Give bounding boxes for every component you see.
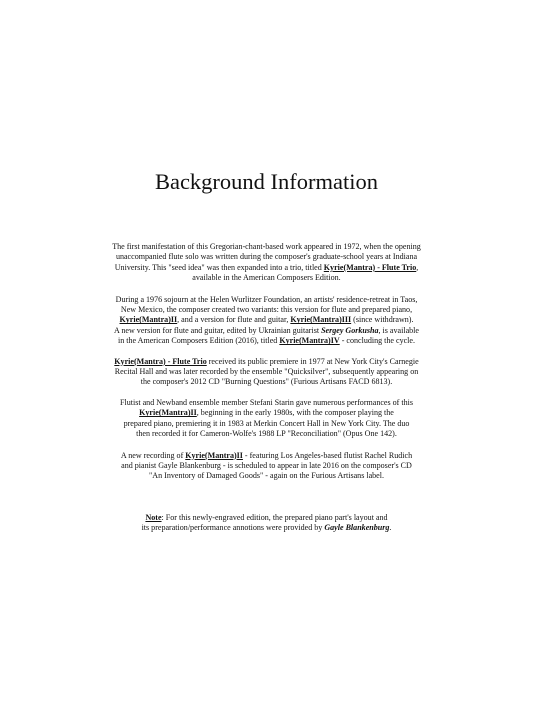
text-run: : For this newly-engraved edition, the prepared piano part's layout and [161,512,388,522]
text-run: A new version for flute and guitar, edited by Ukrainian guitarist [114,325,322,335]
guitarist-name: Sergey Gorkusha [321,325,379,335]
text-line: available in the American Composers Edition. [192,273,341,283]
text-run: its preparation/performance annotions were provided by [141,523,325,533]
text-line: Flutist and Newband ensemble member Stefani Starin gave numerous performances of this [120,397,413,407]
paragraph-premiere [98,357,435,388]
text-run: University. This "seed idea" was then expanded into a trio, titled [114,262,324,272]
text-line: and pianist Gayle Blankenburg - is scheduled to appear in late 2016 on the composer's CD [121,460,412,470]
text-line: New Mexico, the composer created two variants: this version for flute and prepared piano, [120,305,413,315]
text-line: the composer's 2012 CD "Burning Questions" (Furious Artisans FACD 6813). [140,377,393,387]
text-run: . [389,523,392,533]
text-run: - featuring Los Angeles-based flutist Rachel Rudich [242,450,413,460]
work-title-kyrie-ii: Kyrie(Mantra)II [185,450,243,460]
text-line [98,263,435,273]
text-run: , is available [378,325,419,335]
text-line: Recital Hall and was later recorded by the ensemble "Quicksilver", subsequently appearing on [114,367,419,377]
paragraph-variants [98,295,435,347]
text-run: - concluding the cycle. [339,336,415,346]
text-line: unaccompanied flute solo was written during the composer's graduate-school years at Indiana [115,252,418,262]
text-run: in the American Composers Edition (2016), titled [117,336,280,346]
text-run: (since withdrawn). [351,315,414,325]
work-title-kyrie-iv: Kyrie(Mantra)IV [279,336,340,346]
text-run: A new recording of [120,450,186,460]
document-body [98,242,435,545]
text-line: then recorded it for Cameron-Wolfe's 1988 LP "Reconciliation" (Opus One 142). [136,429,397,439]
pianist-name: Gayle Blankenburg [324,523,390,533]
text-line [98,523,435,533]
paragraph-new-recording [98,451,435,482]
text-line [98,315,435,325]
paragraph-performances [98,398,435,440]
text-run: received its public premiere in 1977 at New York City's Carnegie [206,356,419,366]
work-title-kyrie-flute-trio: Kyrie(Mantra) - Flute Trio [114,356,207,366]
page-title: Background Information [154,169,379,194]
text-line [98,451,435,461]
text-line: prepared piano, premiering it in 1983 at Merkin Concert Hall in New York City. The duo [123,418,410,428]
text-line: "An Inventory of Damaged Goods" - again on the Furious Artisans label. [149,471,384,481]
text-line [98,336,435,346]
work-title-kyrie-flute-trio: Kyrie(Mantra) - Flute Trio [323,262,417,272]
work-title-kyrie-ii: Kyrie(Mantra)II [119,315,178,325]
text-run: , beginning in the early 1980s, with the composer playing the [196,408,394,418]
text-line [98,326,435,336]
paragraph-origin [98,242,435,284]
text-run: , [416,262,419,272]
paragraph-note [98,513,435,534]
text-line: During a 1976 sojourn at the Helen Wurlitzer Foundation, an artists' residence-retreat in Taos, [115,294,418,304]
work-title-kyrie-iii: Kyrie(Mantra)III [290,315,352,325]
note-label: Note [145,512,162,522]
text-line [98,513,435,523]
text-line [98,408,435,418]
text-line [98,357,435,367]
text-line: The first manifestation of this Gregorian-chant-based work appeared in 1972, when the opening [112,242,421,251]
work-title-kyrie-ii: Kyrie(Mantra)II [139,408,197,418]
text-run: , and a version for flute and guitar, [177,315,291,325]
